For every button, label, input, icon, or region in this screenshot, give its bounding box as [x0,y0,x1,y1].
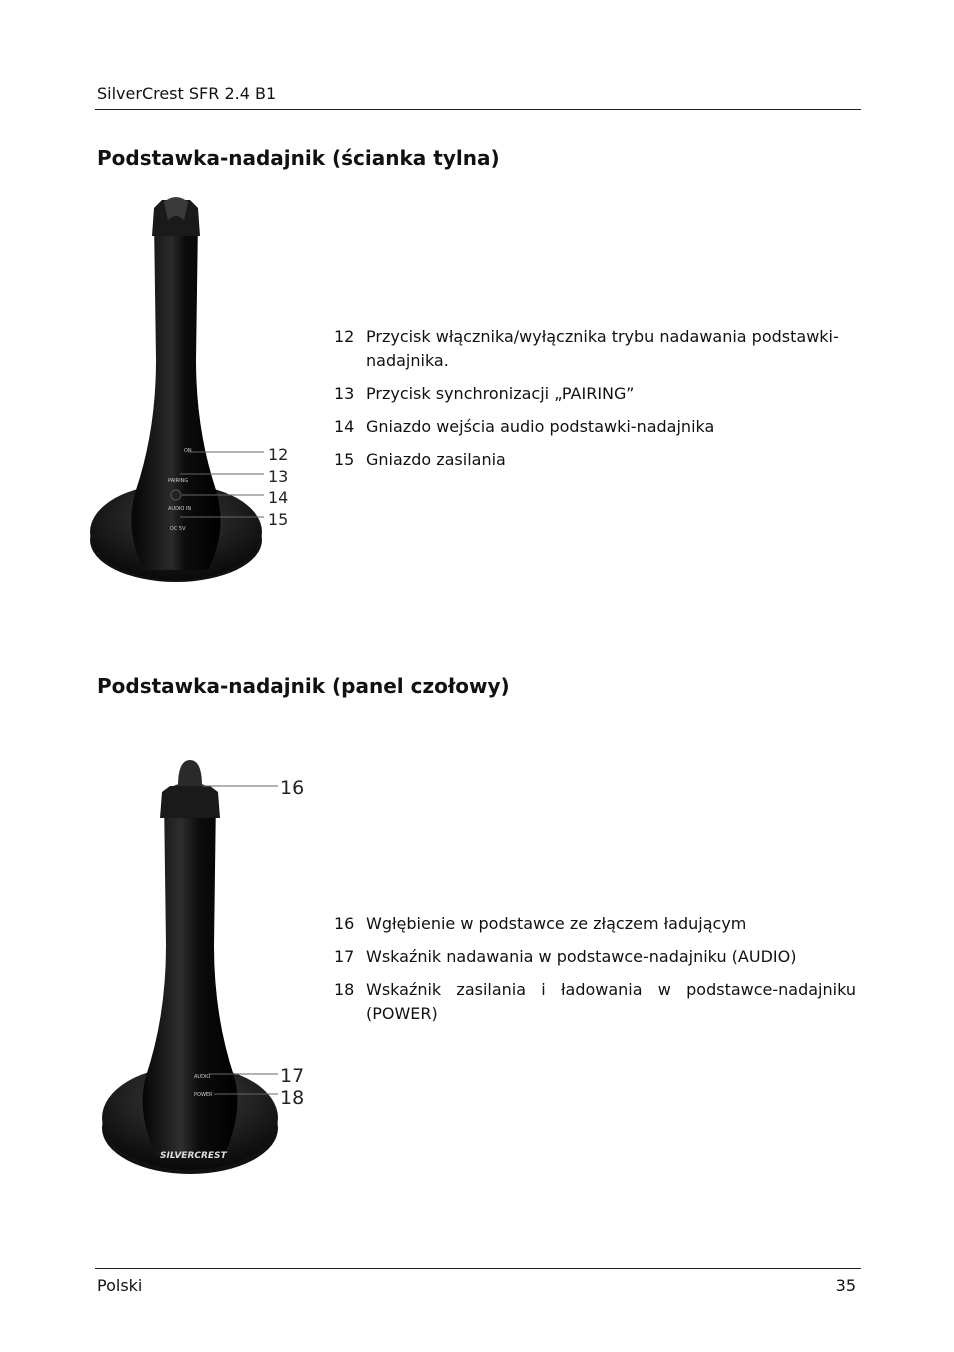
callout-15: 15 [268,510,289,529]
section2-legend [334,912,856,1035]
item-number: 16 [334,914,355,933]
page-number: 35 [835,1276,856,1295]
dc-label: DC 5V [170,526,186,532]
audio-led-label: AUDIO [194,1074,211,1080]
section-heading-back: Podstawka-nadajnik (ścianka tylna) [97,146,500,170]
callout-18: 18 [280,1087,305,1109]
list-item [334,415,856,439]
item-text: Wskaźnik zasilania i ładowania w podstawce-nadajniku (POWER) [366,980,856,1023]
callout-17: 17 [280,1065,305,1087]
on-label: ON [184,448,192,454]
header-title: SilverCrest SFR 2.4 B1 [97,84,277,103]
section1-legend [334,325,856,481]
footer-rule [95,1268,861,1269]
item-text: Gniazdo zasilania [366,450,506,469]
callout-14: 14 [268,488,289,507]
list-item [334,912,856,936]
item-number: 17 [334,947,355,966]
charging-cradle [178,760,202,786]
transmitter-front-figure [98,756,338,1186]
power-led-label: POWER [194,1092,213,1098]
section-heading-front: Podstawka-nadajnik (panel czołowy) [97,674,510,698]
item-text: Przycisk synchronizacji „PAIRING” [366,384,635,403]
item-text: Gniazdo wejścia audio podstawki-nadajnika [366,417,715,436]
item-number: 15 [334,450,355,469]
audio-in-jack [171,490,181,500]
item-number: 13 [334,384,355,403]
callout-12: 12 [268,445,289,464]
callout-13: 13 [268,467,289,486]
list-item [334,382,856,406]
item-number: 18 [334,980,355,999]
list-item [334,325,856,373]
item-number: 14 [334,417,355,436]
item-text: Wskaźnik nadawania w podstawce-nadajniku (AUDIO) [366,947,797,966]
list-item [334,945,856,969]
pairing-label: PAIRING [168,478,189,484]
item-text: Przycisk włącznika/wyłącznika trybu nadawania podstawki-nadajnika. [366,327,839,370]
list-item [334,978,856,1026]
stem [132,198,221,570]
callout-16: 16 [280,777,305,799]
list-item [334,448,856,472]
stem [143,782,238,1156]
item-number: 12 [334,327,355,346]
silvercrest-logo: SILVERCREST [160,1151,227,1161]
audio-in-label: AUDIO IN [168,506,192,512]
footer-language: Polski [97,1276,143,1295]
transmitter-back-figure [88,190,328,590]
header-rule [95,109,861,110]
item-text: Wgłębienie w podstawce ze złączem ładującym [366,914,747,933]
